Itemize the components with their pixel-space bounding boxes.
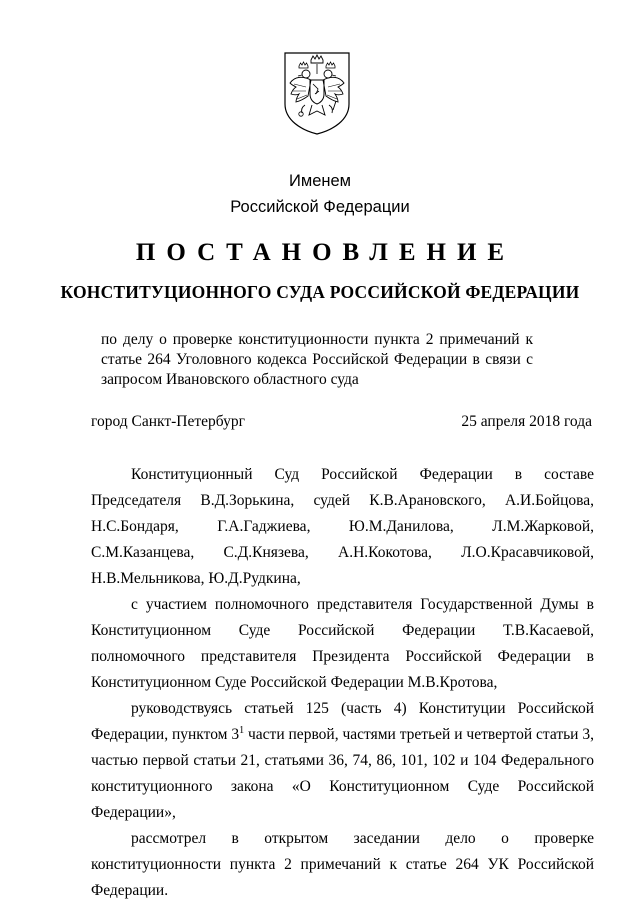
case-subject: по делу о проверке конституционности пункта 2 примечаний к статье 264 Уголовного кодекса Российской Федерации в связи с запросом Ивановского областного суда bbox=[101, 331, 533, 388]
superscript: 1 bbox=[239, 724, 245, 736]
date: 25 апреля 2018 года bbox=[461, 413, 592, 430]
legal-basis-text-b: части первой, частями третьей и четвертой статьи 3, частью первой статьи 21, статьями 36, 74, 86, 101, 102 и 104 Федерального конституционного закона «О Конституционном Суде Российской Федерации», bbox=[91, 726, 594, 821]
invocation-line-2: Российской Федерации bbox=[230, 198, 410, 216]
paragraph-court-composition: Конституционный Суд Российской Федерации в составе Председателя В.Д.Зорькина, судей К.В.Арановского, А.И.Бойцова, Н.С.Бондаря, Г.А.Гаджиева, Ю.М.Данилова, Л.М.Жарковой, С.М.Казанцева, С.Д.Князева, А.Н.Кокотова, Л.О.Красавчиковой, Н.В.Мельникова, Ю.Д.Рудкина, bbox=[91, 466, 594, 587]
russian-coat-of-arms-icon bbox=[281, 50, 353, 136]
document-body bbox=[91, 462, 594, 904]
court-name: КОНСТИТУЦИОННОГО СУДА РОССИЙСКОЙ ФЕДЕРАЦИИ bbox=[60, 282, 580, 302]
place: город Санкт-Петербург bbox=[91, 413, 245, 430]
invocation bbox=[0, 168, 640, 220]
legal-basis-text-a: руководствуясь статьей 125 (часть 4) Конституции Российской Федерации, пунктом 3 bbox=[91, 700, 594, 743]
paragraph-legal-basis bbox=[91, 696, 594, 826]
invocation-line-1: Именем bbox=[288, 172, 351, 190]
paragraph-participants: с участием полномочного представителя Государственной Думы в Конституционном Суде Российской Федерации Т.В.Касаевой, полномочного представителя Президента Российской Федерации в Конституционном Суде Российской Федерации М.В.Кротова, bbox=[91, 596, 594, 691]
paragraph-consideration: рассмотрел в открытом заседании дело о проверке конституционности пункта 2 примечаний к статье 264 УК Российской Федерации. bbox=[91, 830, 594, 899]
document-type: ПОСТАНОВЛЕНИЕ bbox=[135, 239, 516, 266]
